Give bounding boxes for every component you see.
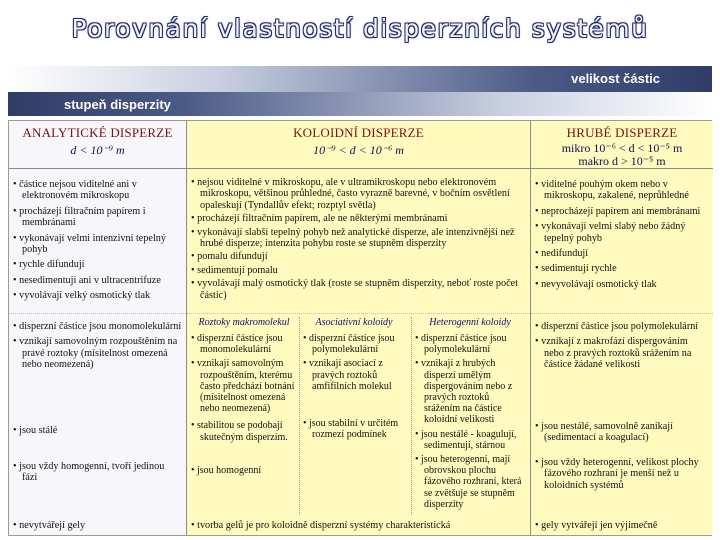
- column-title: KOLOIDNÍ DISPERZE: [293, 125, 424, 140]
- gel-row: • tvorba gelů je pro koloidně disperzní systémy charakteristická: [191, 520, 526, 531]
- property-item: • jsou stabilní v určitém rozmezí podmínek: [303, 418, 409, 440]
- particle-size-label: velikost částic: [571, 71, 660, 86]
- homogeneity-group: [535, 457, 709, 495]
- column-coarse: [531, 121, 713, 535]
- origin-group: [535, 321, 709, 375]
- property-item: • disperzní částice jsou polymolekulární: [303, 333, 409, 355]
- property-item: • jsou homogenní: [191, 465, 401, 476]
- column-header: [531, 121, 713, 169]
- associative-list: [303, 333, 409, 443]
- property-item: • stabilitou se podobají skutečným disperzím.: [191, 420, 297, 442]
- property-item: • vznikají z makrofází dispergováním nebo z pravých roztoků srážením na částice žádané velikosti: [535, 336, 709, 370]
- divider: [9, 313, 186, 314]
- divider: [187, 313, 530, 314]
- property-item: • vyvolávají velký osmotický tlak: [13, 290, 182, 301]
- property-item: • jsou heterogenní, mají obrovskou plochu fázového rozhraní, která se zvětšuje se stupněm disperzity: [415, 454, 527, 510]
- subheader-macromolecules: Roztoky makromolekul: [198, 317, 290, 328]
- property-item: • disperzní částice jsou polymolekulární: [415, 333, 527, 355]
- particle-size-bar: [8, 66, 712, 92]
- origin-group: [13, 321, 182, 375]
- homogeneous-note: [191, 465, 401, 479]
- property-item: • vznikají asociací z pravých roztoků amfifilních molekul: [303, 358, 409, 392]
- size-formula-macro: makro d > 10⁻⁵ m: [578, 154, 666, 168]
- property-item: • vznikají z hrubých disperzí umělým dispergováním nebo z pravých roztoků srážením na částice koloidní velikosti: [415, 358, 527, 425]
- property-item: • sedimentují pomalu: [191, 265, 526, 276]
- property-item: • disperzní částice jsou monomolekulární: [13, 321, 182, 332]
- gel-row: • gely vytvářejí jen výjimečně: [535, 520, 709, 531]
- property-item: • vykonávají velmi intenzivní tepelný pohyb: [13, 233, 182, 256]
- heterogeneous-list: [415, 333, 527, 513]
- dispersity-bar: [8, 92, 712, 116]
- property-item: • procházejí filtračním papírem, ale ne některými membránami: [191, 213, 526, 224]
- homogeneity-group: [13, 461, 182, 488]
- property-item: • rychle difundují: [13, 259, 182, 270]
- stability-group: [13, 425, 182, 440]
- property-item: • sedimentují rychle: [535, 263, 709, 274]
- page-title: Porovnání vlastností disperzních systémů: [71, 14, 649, 43]
- subheader-associative: Asociativní koloidy: [315, 317, 393, 328]
- properties-group: [13, 179, 182, 306]
- property-item: • viditelné pouhým okem nebo v mikroskopu, zakalené, neprůhledné: [535, 179, 709, 202]
- property-item: • vznikají samovolným rozpouštěním na pravé roztoky (mísitelnost omezená nebo neomezená): [13, 336, 182, 370]
- property-item: • jsou stálé: [13, 425, 182, 436]
- property-item: • disperzní částice jsou monomolekulární: [191, 333, 297, 355]
- property-item: • nesedimentují ani v ultracentrifuze: [13, 275, 182, 286]
- column-colloidal: [187, 121, 531, 535]
- property-item: • vyvolávají malý osmotický tlak (roste se stupněm disperzity, neboť roste počet částic): [191, 278, 526, 301]
- properties-group: [191, 177, 526, 303]
- column-analytical: [9, 121, 187, 535]
- column-title: HRUBÉ DISPERZE: [566, 125, 678, 140]
- subheader-heterogeneous: Heterogenní koloidy: [429, 317, 511, 328]
- property-item: • vykonávají slabší tepelný pohyb než analytické disperze, ale intenzivnější než hrubé disperze; intenzita pohybu roste se stupněm disperzity: [191, 227, 526, 250]
- property-item: • jsou vždy homogenní, tvoří jedinou fázi: [13, 461, 182, 484]
- property-item: • vznikají samovolným rozpouštěním, kterému často předchází botnání (mísitelnost omezená nebo neomezená): [191, 358, 297, 414]
- property-item: • jsou nestálé, samovolně zanikají (sedimentací a koagulací): [535, 421, 709, 444]
- column-header: [187, 121, 530, 169]
- property-item: • jsou nestálé - koagulují, sedimentují, stárnou: [415, 429, 527, 451]
- property-item: • vykonávají velmi slabý nebo žádný tepelný pohyb: [535, 221, 709, 244]
- property-item: • jsou vždy heterogenní, velikost plochy fázového rozhraní je menší než u koloidních systémů: [535, 457, 709, 491]
- size-formula: mikro 10⁻⁶ < d < 10⁻⁵ m: [561, 141, 683, 155]
- gel-row: • nevytvářejí gely: [13, 520, 182, 531]
- divider: [531, 313, 713, 314]
- property-item: • neprocházejí papírem ani membránami: [535, 206, 709, 217]
- divider: [299, 317, 300, 515]
- property-item: • nejsou viditelné v mikroskopu, ale v ultramikroskopu nebo elektronovém mikroskopu, většinou průhledné, často vyrazně barevné, v bočním osvětlení opaleskují (Tyndallův efekt; rozptyl světla): [191, 177, 526, 211]
- property-item: • disperzní částice jsou polymolekulární: [535, 321, 709, 332]
- property-item: • nevyvolávají osmotický tlak: [535, 279, 709, 290]
- property-item: • nedifundují: [535, 248, 709, 259]
- comparison-table: [8, 120, 712, 536]
- properties-group: [535, 179, 709, 294]
- property-item: • pomalu difundují: [191, 251, 526, 262]
- property-item: • částice nejsou viditelné ani v elektronovém mikroskopu: [13, 179, 182, 202]
- column-title: ANALYTICKÉ DISPERZE: [22, 125, 173, 140]
- macromolecules-list: [191, 333, 297, 446]
- stability-group: [535, 421, 709, 448]
- size-formula: 10⁻⁹ < d < 10⁻⁶ m: [313, 143, 404, 157]
- column-header: [9, 121, 186, 169]
- size-formula: d < 10⁻⁹ m: [70, 143, 125, 157]
- divider: [411, 317, 412, 515]
- dispersity-label: stupeň disperzity: [64, 97, 171, 112]
- property-item: • procházejí filtračním papírem i membránami: [13, 206, 182, 229]
